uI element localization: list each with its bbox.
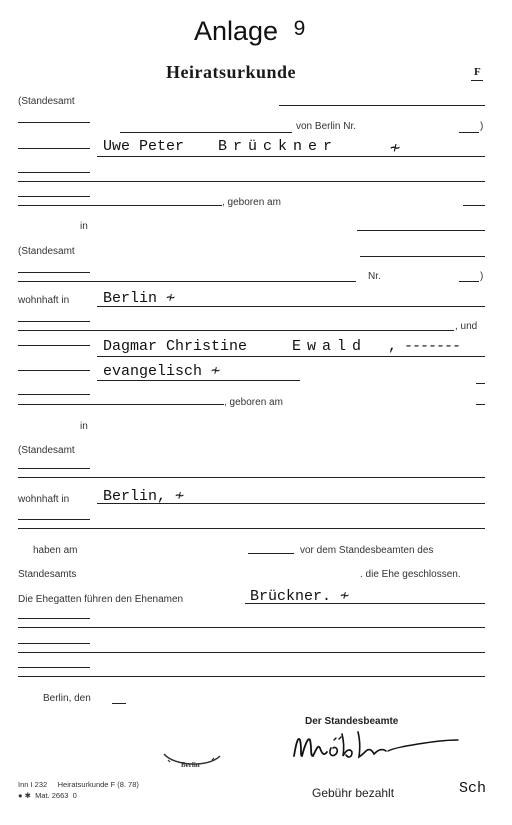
short-line-8: [18, 370, 90, 371]
short-line-5: [18, 272, 90, 273]
form-reference-1: Inn I 232 Heiratsurkunde F (8. 78): [18, 780, 139, 789]
close-paren-2: ): [480, 271, 484, 282]
short-line-2: [18, 148, 90, 149]
short-line-6: [18, 321, 90, 322]
short-line-12: [18, 618, 90, 619]
born-on-label-1: , geboren am: [222, 197, 281, 208]
attachment-label: [194, 16, 305, 47]
groom-mark: ≁: [390, 140, 401, 159]
bride-first-names: Dagmar Christine: [103, 338, 248, 355]
married-on-label: haben am: [33, 545, 78, 556]
und-line: [18, 330, 454, 331]
groom-name-line: [97, 156, 485, 157]
standesamt-label-1: (Standesamt: [18, 96, 75, 107]
birthplace-line-1: [18, 205, 222, 206]
in-label-2: in: [80, 421, 88, 432]
in-line-1: [357, 230, 485, 231]
standesamt-label-2: (Standesamt: [18, 246, 75, 257]
von-berlin-nr-label: von Berlin Nr.: [296, 121, 357, 132]
clerk-initials: Sch: [459, 780, 487, 797]
short-line-13: [18, 643, 90, 644]
residence-line-1: [97, 306, 485, 307]
standesamt-label-3: (Standesamt: [18, 445, 75, 456]
born-on-label-2: , geboren am: [224, 397, 283, 408]
nr-label-2: Nr.: [368, 271, 381, 282]
and-label: , und: [455, 321, 478, 332]
short-line-14: [18, 667, 90, 668]
nr-line-1: [459, 132, 479, 133]
short-line-3: [18, 172, 90, 173]
short-line-10: [18, 468, 90, 469]
born-date-line-2: [476, 404, 485, 405]
place-date-label: Berlin, den: [43, 693, 91, 704]
attachment-number: 9: [293, 17, 306, 40]
short-line-9: [18, 394, 90, 395]
registrar-signature: [286, 726, 471, 771]
married-date-line: [248, 553, 294, 554]
birthplace-line-2: [18, 404, 224, 405]
blank-line-4: [18, 652, 485, 653]
document-title: Heiratsurkunde: [166, 62, 297, 82]
residence-line-2: [97, 503, 485, 504]
form-letter: F: [474, 66, 481, 78]
seal-text: Berlin: [181, 761, 200, 769]
bride-name-line: [97, 356, 485, 357]
standesamt-line-2: [360, 256, 485, 257]
blank-line-5: [18, 676, 485, 677]
attachment-word: Anlage: [194, 16, 279, 46]
bride-residence: Berlin, ≁: [103, 488, 185, 505]
married-name-label: Die Ehegatten führen den Ehenamen: [18, 594, 184, 605]
residence-label-2: wohnhaft in: [18, 494, 70, 505]
religion-line: [97, 380, 300, 381]
groom-first-names: Uwe Peter: [103, 138, 185, 155]
blank-line-1: [18, 181, 485, 182]
standesamt-line-1: [279, 105, 485, 106]
religion-value: evangelisch ≁: [103, 363, 221, 380]
bride-surname: Ewald: [292, 338, 368, 355]
short-line-4: [18, 196, 90, 197]
close-paren-1: ): [480, 121, 484, 132]
in-label-1: in: [80, 221, 88, 232]
blank-line-3: [18, 627, 485, 628]
nr-line-2b: [459, 281, 479, 282]
blank-line-2: [18, 528, 485, 529]
form-letter-underline: [471, 80, 483, 81]
religion-tail-line: [476, 383, 485, 384]
nr-line-2a: [18, 281, 356, 282]
groom-surname: Brückner: [218, 138, 339, 155]
residence-label-1: wohnhaft in: [18, 295, 70, 306]
place-date-line: [112, 703, 126, 704]
line-1b: [120, 132, 292, 133]
groom-residence: Berlin ≁: [103, 290, 176, 307]
fee-paid-stamp: Gebühr bezahlt: [312, 786, 395, 800]
form-reference-2: ● ✱ Mat. 2663 0: [18, 791, 77, 800]
married-name-line: [245, 603, 485, 604]
short-line-1: [18, 122, 90, 123]
short-line-11: [18, 519, 90, 520]
registry-office-label: Standesamts: [18, 569, 77, 580]
married-name-value: Brückner. ≁: [250, 588, 350, 605]
standesamt-line-3: [18, 477, 485, 478]
registrar-label: Der Standesbeamte: [305, 716, 399, 727]
marriage-concluded-label: . die Ehe geschlossen.: [360, 569, 461, 580]
before-registrar-label: vor dem Standesbeamten des: [300, 545, 434, 556]
short-line-7: [18, 345, 90, 346]
born-date-line-1: [463, 205, 485, 206]
bride-name-suffix: , -------: [388, 338, 461, 355]
